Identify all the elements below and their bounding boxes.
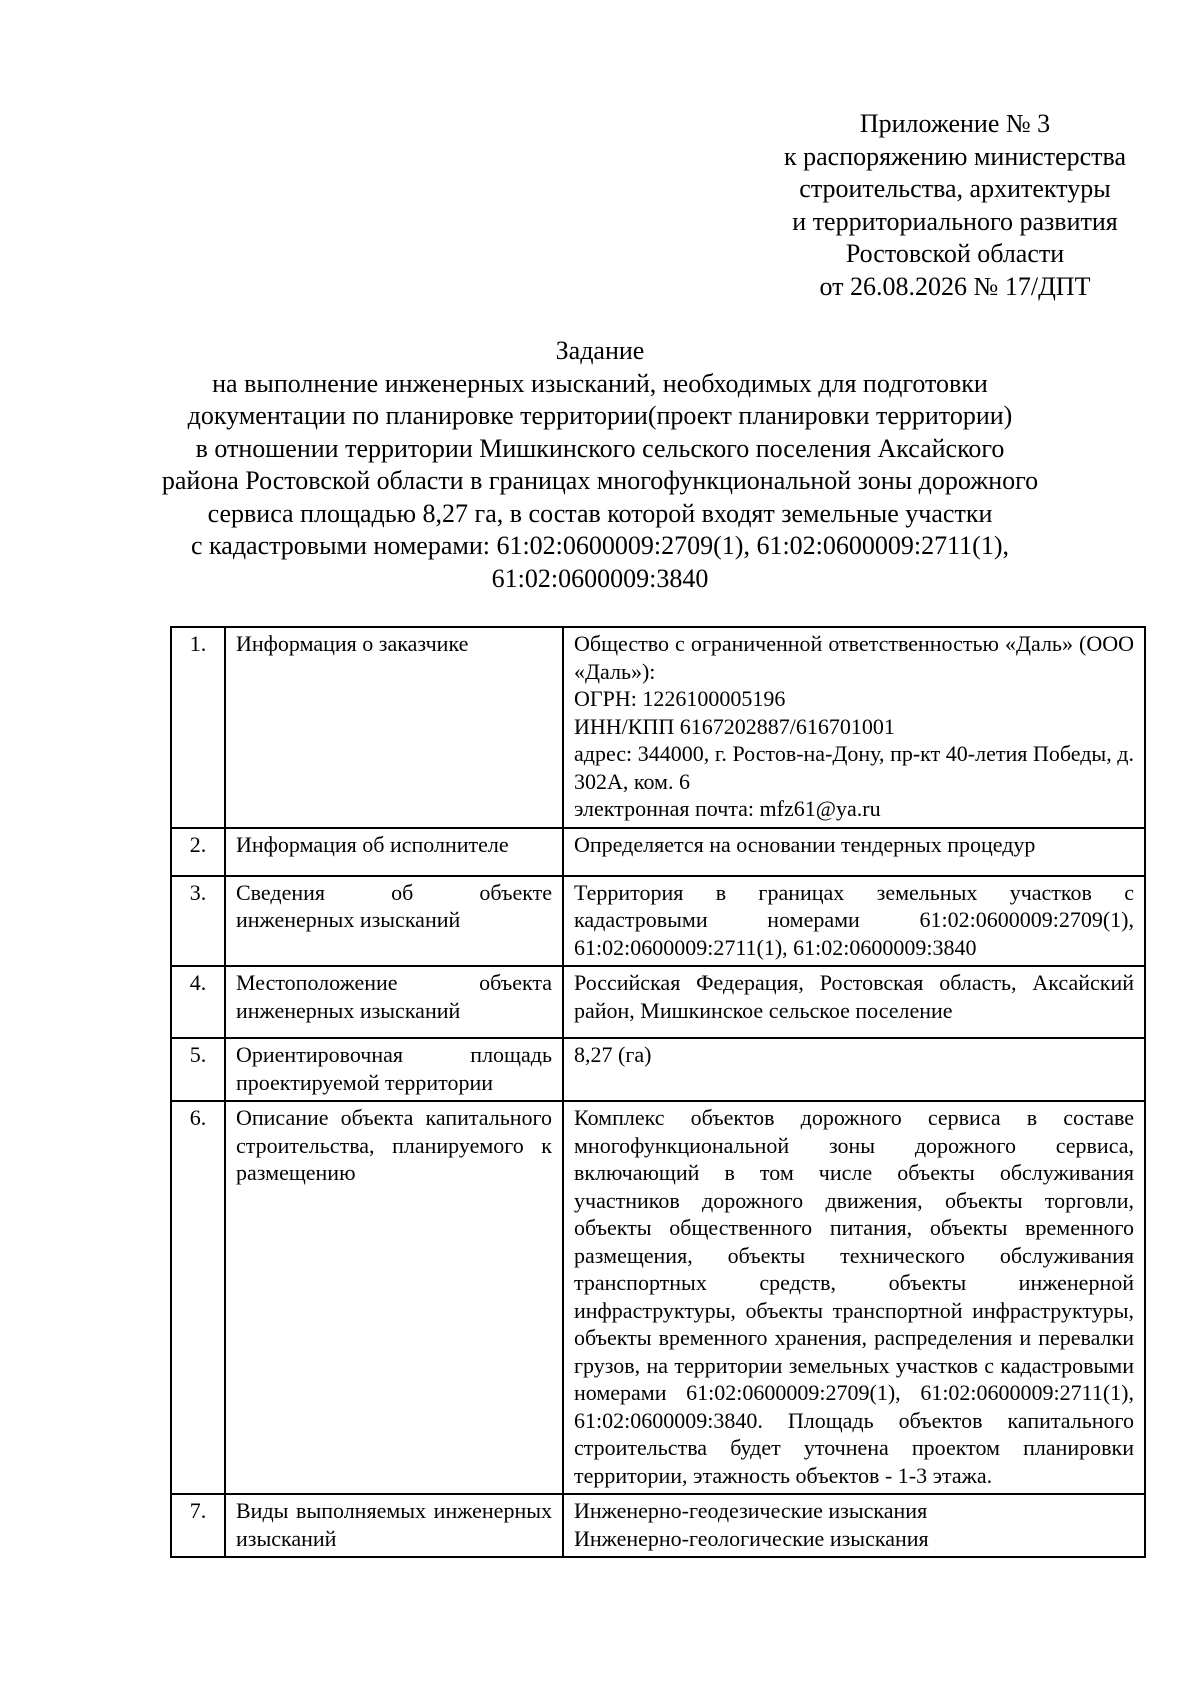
row-number: 3.: [171, 876, 225, 967]
table-row: [171, 876, 1145, 967]
row-value: [563, 627, 1145, 828]
value-line: Территория в границах земельных участков с кадастровыми номерами 61:02:0600009:2709(1), 61:02:0600009:2711(1), 61:02:0600009:3840: [574, 879, 1134, 960]
row-label: Виды выполняемых инженерных изысканий: [225, 1494, 563, 1557]
appendix-line: Ростовской области: [845, 239, 1065, 268]
value-line: Инженерно-геодезические изыскания: [574, 1498, 928, 1523]
task-table: [170, 626, 1146, 1558]
value-line: адрес: 344000, г. Ростов-на-Дону, пр-кт 40-летия Победы, д. 302А, ком. 6: [574, 741, 1134, 794]
table-row: [171, 966, 1145, 1038]
value-line: Инженерно-геологические изыскания: [574, 1525, 929, 1551]
table-row: [171, 627, 1145, 828]
row-label: Информация о заказчике: [225, 627, 563, 828]
row-number: 7.: [171, 1494, 225, 1557]
value-line: ИНН/КПП 6167202887/616701001: [574, 713, 895, 739]
row-number: 5.: [171, 1038, 225, 1101]
table-row: [171, 828, 1145, 876]
row-number: 2.: [171, 828, 225, 876]
value-line: Комплекс объектов дорожного сервиса в составе многофункциональной зоны дорожного сервиса, включающий в том числе объекты обслуживания участников дорожного движения, объекты торговли, объекты общественного питания, объекты временного размещения, объекты технического обслуживания транспортных средств, объекты инженерной инфраструктуры, объекты транспортной инфраструктуры, объекты временного хранения, распределения и перевалки грузов, на территории земельных участков с кадастровыми номерами 61:02:0600009:2709(1), 61:02:0600009:2711(1), 61:02:0600009:3840. Площадь объектов капитального строительства будет уточнена проектом планировки территории, этажность объектов - 1-3 этажа.: [574, 1105, 1134, 1488]
title-line: 61:02:0600009:3840: [491, 563, 709, 593]
table-row: [171, 1038, 1145, 1101]
appendix-line: и территориального развития: [792, 206, 1118, 236]
value-line: Общество с ограниченной ответственностью «Даль» (ООО «Даль»):: [574, 631, 1134, 684]
document-title: [150, 335, 1050, 595]
row-value: [563, 1494, 1145, 1557]
row-label: Сведения об объекте инженерных изысканий: [225, 876, 563, 967]
table-row: [171, 1494, 1145, 1557]
value-line: Российская Федерация, Ростовская область, Аксайский район, Мишкинское сельское поселение: [574, 970, 1134, 1023]
appendix-header: [720, 108, 1190, 303]
value-line: Определяется на основании тендерных процедур: [574, 831, 1036, 857]
value-line: 8,27 (га): [574, 1042, 652, 1067]
row-label: Описание объекта капитального строительства, планируемого к размещению: [225, 1101, 563, 1494]
row-number: 6.: [171, 1101, 225, 1494]
appendix-line: от 26.08.2026 № 17/ДПТ: [819, 271, 1091, 301]
title-line: документации по планировке территории(проект планировки территории): [187, 401, 1013, 430]
appendix-line: строительства, архитектуры: [799, 174, 1111, 203]
value-line: электронная почта: mfz61@ya.ru: [574, 796, 881, 821]
title-line: с кадастровыми номерами: 61:02:0600009:2709(1), 61:02:0600009:2711(1),: [191, 531, 1009, 560]
value-line: ОГРН: 1226100005196: [574, 686, 786, 711]
row-number: 1.: [171, 627, 225, 828]
row-label: Ориентировочная площадь проектируемой территории: [225, 1038, 563, 1101]
row-value: [563, 828, 1145, 876]
title-line: района Ростовской области в границах многофункциональной зоны дорожного: [161, 466, 1039, 495]
row-label: Местоположение объекта инженерных изысканий: [225, 966, 563, 1038]
row-number: 4.: [171, 966, 225, 1038]
appendix-line: Приложение № 3: [859, 109, 1051, 138]
title-line: в отношении территории Мишкинского сельского поселения Аксайского: [195, 433, 1005, 463]
row-label: Информация об исполнителе: [225, 828, 563, 876]
row-value: [563, 966, 1145, 1038]
title-line: Задание: [555, 336, 645, 365]
appendix-line: к распоряжению министерства: [783, 141, 1126, 171]
title-line: сервиса площадью 8,27 га, в состав которой входят земельные участки: [207, 498, 993, 528]
row-value: [563, 1038, 1145, 1101]
row-value: [563, 876, 1145, 967]
table-row: [171, 1101, 1145, 1494]
row-value: [563, 1101, 1145, 1494]
title-line: на выполнение инженерных изысканий, необходимых для подготовки: [212, 368, 988, 398]
